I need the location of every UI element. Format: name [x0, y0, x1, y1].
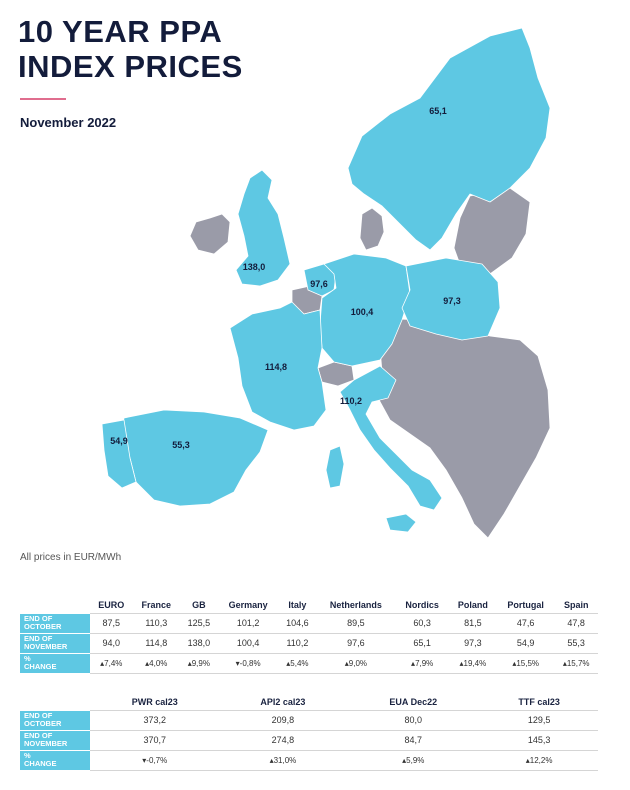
table-cell: ▴9,9% [180, 653, 218, 673]
table-cell: 110,2 [279, 633, 317, 653]
label-nordics: 65,1 [429, 106, 447, 116]
table-cell: 104,6 [279, 614, 317, 634]
row-label-line: % [24, 654, 31, 663]
table-cell: 125,5 [180, 614, 218, 634]
table-cell: 54,9 [497, 633, 554, 653]
row-label-line: END OF [24, 711, 53, 720]
col-header: EUA Dec22 [389, 697, 438, 707]
table-cell: ▴12,2% [480, 750, 598, 770]
table-cell: ▾-0,8% [218, 653, 279, 673]
table-cell: 60,3 [396, 614, 449, 634]
table-cell: ▴9,0% [316, 653, 395, 673]
table-header-row [20, 694, 598, 711]
table-cell: 47,6 [497, 614, 554, 634]
table-header-row [20, 597, 598, 614]
table-cell: ▾-0,7% [90, 750, 219, 770]
col-header: PWR cal23 [131, 697, 178, 707]
label-italy: 110,2 [339, 396, 363, 406]
table-cell: 110,3 [133, 614, 181, 634]
ppa-price-table [20, 597, 598, 674]
col-header: EURO [98, 600, 125, 610]
table-cell: 274,8 [219, 730, 346, 750]
col-header: Germany [228, 600, 268, 610]
table-cell: 129,5 [480, 711, 598, 731]
row-label-line: OCTOBER [24, 622, 62, 631]
commodity-price-table [20, 694, 598, 771]
row-label-line: END OF [24, 731, 53, 740]
table-cell: 55,3 [554, 633, 598, 653]
table-corner [20, 597, 90, 614]
table-cell: 65,1 [396, 633, 449, 653]
footnote: All prices in EUR/MWh [20, 552, 122, 563]
label-netherlands: 97,6 [310, 279, 328, 289]
row-label-line: OCTOBER [24, 719, 62, 728]
col-header: Nordics [405, 600, 439, 610]
region-sicily [386, 514, 416, 532]
row-label-line: % [24, 751, 31, 760]
row-label-line: NOVEMBER [24, 642, 68, 651]
table-cell: 89,5 [316, 614, 395, 634]
row-label-line: END OF [24, 634, 53, 643]
table-cell: 100,4 [218, 633, 279, 653]
row-header [20, 633, 90, 653]
region-ireland [190, 214, 230, 254]
table-cell: 87,5 [90, 614, 133, 634]
table-row [20, 711, 598, 731]
table-row [20, 750, 598, 770]
row-label-line: NOVEMBER [24, 739, 68, 748]
row-label-line: CHANGE [24, 759, 57, 768]
label-poland: 97,3 [443, 296, 461, 306]
col-header: Netherlands [329, 600, 382, 610]
col-header: France [141, 600, 172, 610]
row-header [20, 614, 90, 634]
table-row [20, 653, 598, 673]
table-cell: 81,5 [449, 614, 497, 634]
row-header [20, 711, 90, 731]
table-cell: 47,8 [554, 614, 598, 634]
table-cell: ▴5,4% [279, 653, 317, 673]
table-cell: ▴15,7% [554, 653, 598, 673]
table-cell: 84,7 [346, 730, 480, 750]
table-cell: ▴7,9% [396, 653, 449, 673]
label-spain: 55,3 [172, 440, 190, 450]
table-cell: 114,8 [133, 633, 181, 653]
region-sardinia [326, 446, 344, 488]
table-cell: 370,7 [90, 730, 219, 750]
label-france: 114,8 [264, 362, 288, 372]
table-cell: 80,0 [346, 711, 480, 731]
row-header [20, 653, 90, 673]
table-cell: ▴15,5% [497, 653, 554, 673]
table-cell: 145,3 [480, 730, 598, 750]
row-label-line: END OF [24, 614, 53, 623]
subtitle: November 2022 [20, 115, 117, 130]
region-spain [120, 410, 268, 506]
row-label-line: CHANGE [24, 662, 57, 671]
table-cell: ▴19,4% [449, 653, 497, 673]
table-cell: 97,3 [449, 633, 497, 653]
col-header: GB [192, 600, 206, 610]
col-header: TTF cal23 [518, 697, 560, 707]
region-east-balkans [378, 318, 550, 538]
label-portugal: 54,9 [110, 436, 128, 446]
label-germany: 100,4 [350, 307, 374, 317]
region-denmark [360, 208, 384, 250]
table-cell: ▴31,0% [219, 750, 346, 770]
table-cell: ▴4,0% [133, 653, 181, 673]
table-cell: 138,0 [180, 633, 218, 653]
table-cell: 94,0 [90, 633, 133, 653]
col-header: Portugal [507, 600, 544, 610]
col-header: Poland [457, 600, 488, 610]
table-cell: 101,2 [218, 614, 279, 634]
table-cell: 209,8 [219, 711, 346, 731]
row-header [20, 750, 90, 770]
table-row [20, 633, 598, 653]
table-cell: ▴7,4% [90, 653, 133, 673]
table-row [20, 730, 598, 750]
title-line-2: INDEX PRICES [18, 49, 243, 84]
table-cell: 373,2 [90, 711, 219, 731]
table-cell: ▴5,9% [346, 750, 480, 770]
col-header: Italy [288, 600, 307, 610]
table-corner [20, 694, 90, 711]
table-row [20, 614, 598, 634]
col-header: API2 cal23 [260, 697, 306, 707]
title-line-1: 10 YEAR PPA [18, 14, 223, 49]
europe-map [90, 18, 590, 558]
row-header [20, 730, 90, 750]
label-gb: 138,0 [242, 262, 266, 272]
col-header: Spain [563, 600, 589, 610]
table-cell: 97,6 [316, 633, 395, 653]
title-underline [20, 98, 66, 100]
